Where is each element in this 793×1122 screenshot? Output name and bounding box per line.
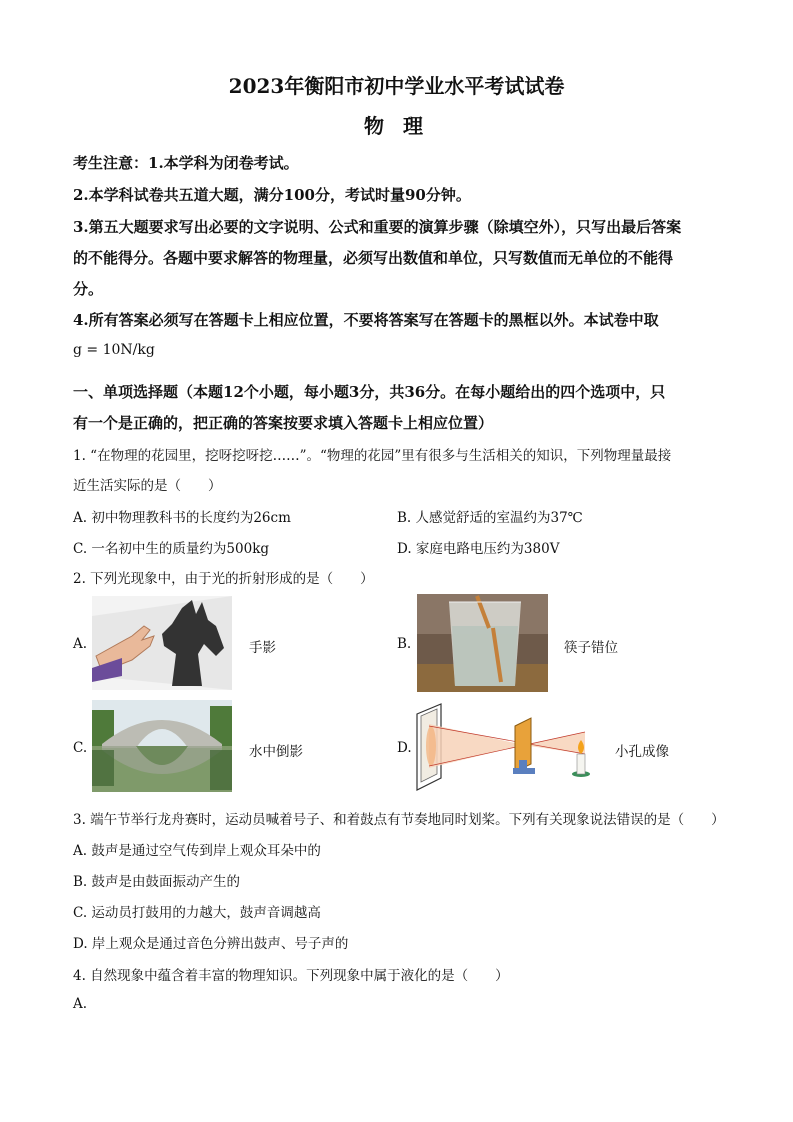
section1-heading-a: 一、单项选择题（本题12个小题，每小题3分，共36分。在每小题给出的四个选项中，只 [73, 383, 666, 401]
q2-option-b-letter: B. [397, 636, 412, 652]
chopstick-in-water-image [417, 594, 548, 692]
q2-caption-a: 手影 [249, 640, 276, 656]
notice-line-2: 2.本学科试卷共五道大题，满分100分，考试时量90分钟。 [73, 186, 471, 204]
q1-option-c: C. 一名初中生的质量约为500kg [73, 541, 270, 557]
subject-title: 物 理 [364, 114, 429, 138]
q2-option-a-letter: A. [73, 636, 88, 652]
exam-title: 2023年衡阳市初中学业水平考试试卷 [228, 74, 565, 98]
q3-stem: 3. 端午节举行龙舟赛时，运动员喊着号子、和着鼓点有节奏地同时划桨。下列有关现象说法错误的是（ ） [73, 812, 725, 828]
q2-caption-b: 筷子错位 [564, 640, 618, 656]
q1-option-d: D. 家庭电路电压约为380V [397, 541, 560, 557]
q1-option-a: A. 初中物理教科书的长度约为26cm [73, 510, 291, 526]
notice-line-1: 考生注意：1.本学科为闭卷考试。 [73, 154, 299, 172]
gravity-constant: g = 10N/kg [73, 342, 155, 358]
q1-stem-a: 1. “在物理的花园里，挖呀挖呀挖……”。“物理的花园”里有很多与生活相关的知识，下列物理量最接 [73, 448, 672, 464]
notice-line-3c: 分。 [73, 280, 104, 298]
q3-option-a: A. 鼓声是通过空气传到岸上观众耳朵中的 [73, 843, 321, 859]
notice-line-3a: 3.第五大题要求写出必要的文字说明、公式和重要的演算步骤（除填空外），只写出最后答案 [73, 218, 682, 236]
q1-option-b: B. 人感觉舒适的室温约为37℃ [397, 510, 583, 526]
q4-option-a: A. [73, 996, 88, 1012]
notice-line-3b: 的不能得分。各题中要求解答的物理量，必须写出数值和单位，只写数值而无单位的不能得 [73, 249, 674, 267]
bridge-reflection-image [92, 700, 232, 792]
section1-heading-b: 有一个是正确的，把正确的答案按要求填入答题卡上相应位置） [73, 414, 494, 432]
pinhole-imaging-diagram [415, 702, 595, 792]
q2-option-c-letter: C. [73, 740, 88, 756]
notice-line-4a: 4.所有答案必须写在答题卡上相应位置，不要将答案写在答题卡的黑框以外。本试卷中取 [73, 311, 659, 329]
q3-option-b: B. 鼓声是由鼓面振动产生的 [73, 874, 241, 890]
q4-stem: 4. 自然现象中蕴含着丰富的物理知识。下列现象中属于液化的是（ ） [73, 968, 509, 984]
q2-caption-c: 水中倒影 [249, 744, 303, 760]
q1-stem-b: 近生活实际的是（ ） [73, 478, 222, 494]
q2-stem: 2. 下列光现象中，由于光的折射形成的是（ ） [73, 571, 374, 587]
hand-shadow-image [92, 596, 232, 690]
q2-caption-d: 小孔成像 [615, 744, 669, 760]
q3-option-c: C. 运动员打鼓用的力越大，鼓声音调越高 [73, 905, 321, 921]
q3-option-d: D. 岸上观众是通过音色分辨出鼓声、号子声的 [73, 936, 349, 952]
q2-option-d-letter: D. [397, 740, 412, 756]
